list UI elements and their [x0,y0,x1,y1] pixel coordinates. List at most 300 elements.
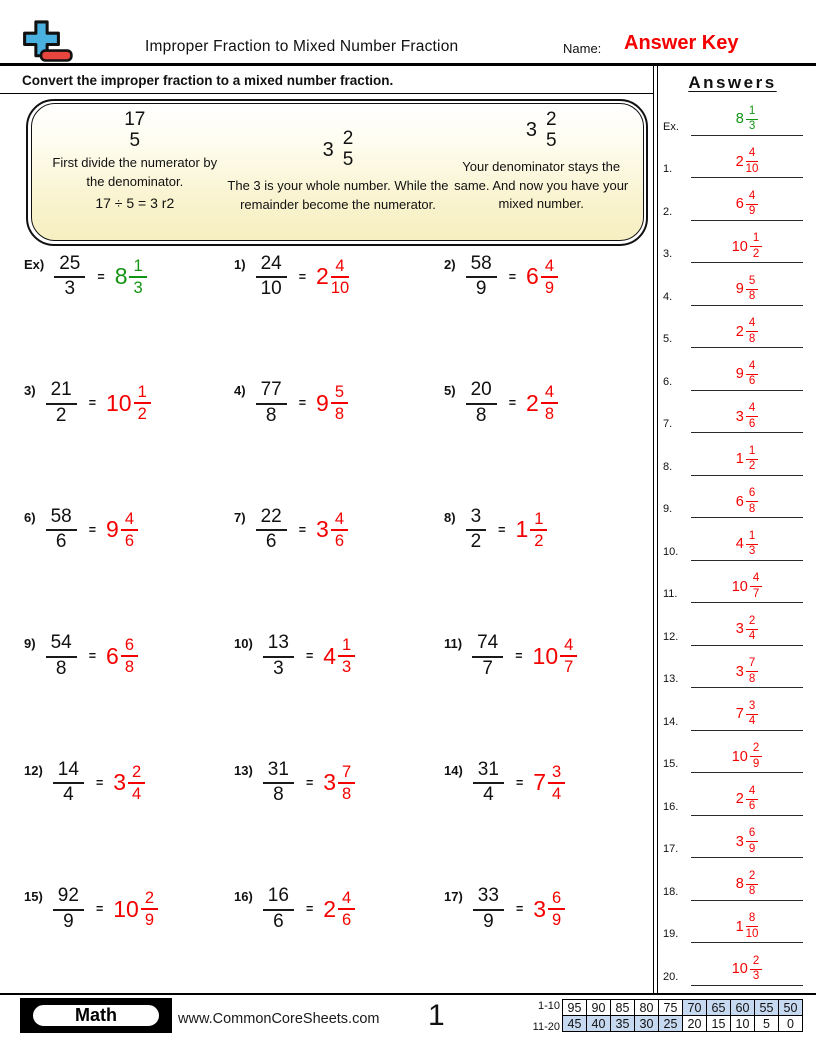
answer-fraction-denominator: 3 [342,658,352,677]
answer-value [736,445,758,474]
answer-fraction-numerator: 4 [541,383,558,404]
answer-value-denominator: 10 [745,162,759,175]
answer-value-denominator: 4 [748,630,756,643]
answer-whole-number: 4 [323,642,337,669]
fraction-denominator: 9 [63,910,74,932]
fraction-denominator: 3 [273,657,284,679]
problem-item [444,760,639,887]
problem-fraction [263,760,294,806]
answer-row-label: 4. [663,290,673,303]
example-step-denominator-text: Your denominator stays the same. And now you have your mixed number. [454,158,629,212]
example-improper-fraction [124,110,145,152]
answer-blank-line [691,445,803,476]
problem-item [234,507,444,634]
answer-value [736,190,758,219]
instruction-text: Convert the improper fraction to a mixed number fraction. [0,70,653,94]
answer-fraction-denominator: 9 [552,911,562,930]
answer-blank-line [691,785,803,816]
answer-blank-line [691,700,803,731]
problem-fraction [263,886,294,932]
answer-value-numerator: 2 [750,742,762,757]
answer-blank-line [691,955,803,986]
problem-number: 10) [234,636,253,651]
problem-item [234,760,444,887]
answer-fraction-numerator: 1 [530,510,547,531]
answer-mixed-number [526,383,558,423]
answer-blank-line [691,572,803,603]
problem-number: 1) [234,256,246,272]
score-cell: 65 [706,999,731,1016]
answer-value-numerator: 4 [746,147,758,162]
answer-row [659,858,816,901]
answer-value-whole: 6 [735,493,744,510]
problem-fraction [46,507,77,553]
problem-number: 13) [234,762,253,778]
answer-value-fraction [746,912,759,941]
answer-whole-number: 10 [113,895,139,922]
answer-value-whole: 3 [735,408,744,425]
answer-value-fraction [746,870,758,899]
problem-fraction [473,760,504,806]
answer-value-denominator: 8 [748,332,756,345]
answer-row-label: Ex. [663,120,679,133]
answer-whole-number: 2 [323,895,337,922]
answers-panel [659,66,816,993]
answer-value-whole: 10 [731,748,748,765]
score-cell: 45 [562,1015,587,1032]
score-cell: 0 [778,1015,803,1032]
example-step-whole-number [226,110,450,234]
answer-mixed-number [533,763,565,803]
score-table-row-2 [563,1015,803,1032]
answer-value-fraction [746,785,758,814]
name-label: Name: [563,41,602,56]
equals-sign: = [88,649,97,663]
score-table-row-1 [563,999,803,1016]
answer-value [736,827,758,856]
score-cell: 30 [634,1015,659,1032]
problem-fraction [54,254,85,300]
answer-row-label: 5. [663,333,673,345]
equals-sign: = [305,649,314,663]
answer-value-numerator: 6 [746,827,758,842]
score-range-label-11-20: 11-20 [532,1021,560,1033]
answer-value-fraction [750,955,762,984]
problem-number: 6) [24,509,36,525]
answer-row-label: 18. [663,885,679,898]
answer-row [659,646,816,689]
fraction-numerator: 74 [472,633,503,658]
answer-value-whole: 2 [735,153,744,170]
problem-number: 11) [444,636,463,651]
equals-sign: = [298,522,307,537]
answer-row [659,518,816,561]
problem-number: Ex) [24,256,45,272]
answer-row-label: 8. [663,460,673,473]
problem-number: 4) [234,383,246,398]
answer-value-denominator: 8 [748,502,756,515]
equals-sign: = [88,396,97,410]
answer-value-whole: 3 [735,621,744,638]
answer-fraction-denominator: 9 [144,911,155,930]
answer-value [736,870,758,899]
answer-value-numerator: 4 [746,317,758,332]
answer-value-denominator: 4 [748,715,756,728]
answer-fraction [331,383,348,423]
answer-row [659,943,816,986]
answer-value-whole: 8 [735,876,744,893]
subject-label: Math [31,1003,161,1028]
score-cell: 60 [730,999,755,1016]
equals-sign: = [515,649,523,663]
problem-fraction [466,507,487,553]
answer-fraction-denominator: 6 [342,911,352,930]
answer-blank-line [691,275,803,306]
answer-whole-number: 6 [526,263,539,290]
score-table [563,999,803,1032]
answer-value-fraction [750,232,762,261]
answer-fraction [128,763,145,803]
answer-value [732,955,763,984]
answer-whole-number: 2 [316,263,329,290]
answer-value-fraction [746,190,758,219]
answer-row-label: 1. [663,163,673,175]
answer-value-whole: 8 [735,111,744,128]
answer-row [659,93,816,136]
answer-row [659,476,816,519]
problem-fraction [263,633,294,679]
answer-whole-number: 10 [532,642,559,669]
fraction-denominator: 4 [63,784,74,806]
answer-fraction-denominator: 6 [334,531,344,550]
answer-fraction [530,510,547,550]
answer-row [659,348,816,391]
fraction-numerator: 20 [466,380,497,405]
answer-row [659,561,816,604]
answer-value-denominator: 6 [748,417,756,430]
answer-mixed-number [316,510,348,550]
answer-value [736,785,758,814]
problem-number: 17) [444,889,463,904]
answer-fraction-denominator: 10 [330,278,350,297]
answer-value [736,615,758,644]
answer-mixed-number [316,383,348,423]
answer-value-whole: 9 [735,281,744,298]
answer-fraction [134,383,151,423]
score-cell: 75 [658,999,683,1016]
fraction-numerator: 54 [46,633,77,658]
answer-value-denominator: 6 [748,375,756,388]
answer-fraction-numerator: 4 [338,889,355,910]
problems-grid [24,254,653,1013]
answer-whole-number: 9 [106,516,119,543]
answer-blank-line [691,105,803,136]
answer-value-whole: 6 [735,196,744,213]
answer-fraction-numerator: 6 [548,889,565,910]
answer-row [659,816,816,859]
answer-blank-line [691,487,803,518]
answer-value [736,147,759,176]
answer-fraction-numerator: 1 [134,383,151,404]
problem-fraction [46,633,77,679]
answer-row-label: 14. [663,715,679,728]
answer-value-fraction [746,402,758,431]
answer-row [659,221,816,264]
answer-row-label: 3. [663,248,673,260]
example-remainder-fraction [343,129,354,171]
commoncoresheets-plus-minus-logo-icon [22,16,74,71]
answer-value-denominator: 6 [748,800,756,813]
score-cell: 70 [682,999,707,1016]
answer-value-denominator: 9 [748,842,756,855]
answer-fraction-numerator: 1 [338,636,355,657]
answer-fraction-denominator: 9 [544,278,554,297]
example-numerator: 17 [124,109,146,130]
answer-whole-number: 10 [106,389,132,416]
answer-value-denominator: 9 [752,757,760,770]
answer-fraction [541,383,558,423]
fraction-numerator: 3 [466,507,487,532]
answer-whole-number: 2 [526,389,539,416]
fraction-denominator: 6 [55,531,67,553]
answer-value-numerator: 1 [750,232,762,247]
score-cell: 40 [586,1015,611,1032]
answer-value-fraction [746,657,758,686]
example-box-inner [31,103,644,241]
answer-whole-number: 1 [515,516,529,543]
answer-row-label: 11. [663,588,678,600]
answer-fraction-numerator: 5 [331,383,348,404]
equals-sign: = [95,775,104,790]
fraction-denominator: 2 [470,531,482,553]
problem-item [24,380,234,507]
answer-mixed-number [115,257,147,297]
fraction-denominator: 8 [55,657,67,679]
answer-value-fraction [746,275,758,304]
score-cell: 25 [658,1015,683,1032]
answer-whole-number: 3 [533,895,547,922]
fraction-numerator: 21 [46,380,77,405]
answer-fraction-denominator: 2 [137,405,147,424]
answer-row-label: 6. [663,375,673,388]
answer-value-numerator: 2 [750,955,762,970]
answer-fraction [548,763,565,803]
answer-fraction [548,889,565,929]
problems-column [0,70,653,993]
answer-value [732,742,763,771]
answer-value-fraction [746,530,758,559]
example-mixed-number-final [526,110,557,152]
answer-mixed-number [106,383,151,423]
answer-row-label: 17. [663,843,679,855]
answer-value-fraction [746,445,758,474]
fraction-numerator: 24 [256,254,287,279]
score-range-label-1-10: 1-10 [537,1000,560,1012]
problem-item [234,254,444,381]
problem-number: 16) [234,889,253,904]
footer [0,993,816,1056]
answer-value-numerator: 8 [746,912,758,927]
column-separator [653,66,658,993]
answer-fraction-denominator: 6 [124,531,134,550]
answer-whole-number: 7 [533,769,547,796]
answer-value-fraction [746,487,758,516]
answer-value-denominator: 10 [745,927,759,940]
example-frac-den: 5 [342,149,354,171]
answer-value-numerator: 1 [746,105,758,120]
answer-row [659,688,816,731]
answer-fraction [331,510,348,550]
problem-number: 15) [24,889,43,904]
fraction-numerator: 14 [53,760,84,785]
answer-value-denominator: 8 [748,290,756,303]
answer-value-whole: 3 [735,663,744,680]
answer-row-label: 12. [663,630,679,643]
answer-value [736,317,758,346]
answer-value-numerator: 4 [746,190,758,205]
answer-value [736,700,758,729]
answer-value-fraction [746,827,758,856]
equals-sign: = [95,902,104,916]
equals-sign: = [305,902,314,916]
answer-blank-line [691,615,803,646]
answer-fraction-denominator: 7 [564,658,574,677]
answer-value-fraction [746,317,758,346]
answer-value-numerator: 4 [746,402,758,417]
answer-fraction-denominator: 8 [124,658,134,677]
answer-row-label: 19. [663,928,679,940]
answers-list [659,93,816,986]
answer-value-numerator: 1 [746,530,758,545]
answer-row-label: 7. [663,418,673,430]
answer-fraction-denominator: 4 [132,784,142,803]
answer-fraction-denominator: 3 [133,278,143,297]
fraction-denominator: 8 [273,784,284,806]
answer-fraction-numerator: 2 [141,889,158,910]
answer-fraction [541,257,558,297]
answer-whole-number: 8 [114,263,128,290]
example-division-formula: 17 ÷ 5 = 3 r2 [95,195,175,212]
problem-item [24,633,234,760]
answer-row-label: 16. [663,800,679,813]
answer-value-denominator: 3 [748,120,756,133]
answer-fraction [338,763,355,803]
problem-item [444,633,639,760]
answer-fraction [121,510,138,550]
score-cell: 5 [754,1015,779,1032]
answer-blank-line [691,657,803,688]
answer-fraction [331,257,349,297]
answer-value [736,360,758,389]
answer-value-fraction [750,742,762,771]
answer-value-numerator: 2 [746,870,758,885]
problem-fraction [256,507,287,553]
answer-value-whole: 1 [735,918,744,935]
example-denominator: 5 [129,129,141,151]
answer-value [736,530,758,559]
problem-fraction [53,886,84,932]
equals-sign: = [515,775,524,790]
answer-value-whole: 10 [731,961,748,978]
answer-value-fraction [746,105,758,134]
answer-value [732,572,763,601]
fraction-denominator: 9 [483,910,494,932]
answer-value-numerator: 5 [746,275,758,290]
answer-blank-line [691,402,803,433]
answer-blank-line [691,360,803,391]
problem-item [234,633,444,760]
score-cell: 95 [562,999,587,1016]
score-cell: 80 [634,999,659,1016]
answer-value-denominator: 7 [752,587,760,600]
example-mixed-number [323,129,354,171]
problem-number: 5) [444,383,456,398]
problem-fraction [473,886,504,932]
problem-item [24,507,234,634]
equals-sign: = [97,269,105,284]
score-cell: 35 [610,1015,635,1032]
answer-fraction-denominator: 8 [334,405,344,424]
fraction-denominator: 6 [265,531,277,553]
answer-value-whole: 9 [735,366,744,383]
example-step-whole-text: The 3 is your whole number. While the remainder become the numerator. [227,178,449,212]
score-cell: 20 [682,1015,707,1032]
header [0,0,816,66]
answer-value [732,232,763,261]
answer-fraction-denominator: 2 [534,531,544,550]
answer-value-denominator: 2 [748,460,756,473]
answer-whole-number: 3 [113,769,127,796]
problem-item [24,254,234,381]
answer-value-numerator: 1 [746,445,758,460]
fraction-numerator: 31 [263,760,294,785]
answer-whole-number: 3 [316,516,329,543]
problem-fraction [466,254,497,300]
answer-fraction-denominator: 4 [552,784,562,803]
answer-fraction-numerator: 6 [121,636,138,657]
answer-blank-line [691,530,803,561]
answer-value [736,402,758,431]
fraction-numerator: 22 [256,507,287,532]
answer-mixed-number [515,510,547,550]
answer-value [736,657,758,686]
answer-row [659,306,816,349]
answer-value-whole: 1 [735,451,744,468]
answer-row [659,263,816,306]
answer-row-label: 15. [663,758,679,770]
equals-sign: = [298,396,307,410]
answer-fraction [338,889,355,929]
answer-value-whole: 7 [735,706,744,723]
answer-value-denominator: 3 [752,970,760,983]
answer-value-fraction [750,572,762,601]
answer-mixed-number [323,763,355,803]
answer-value-fraction [746,700,758,729]
example-step-denominator [450,110,633,234]
example-step-divide [44,110,227,234]
answer-row [659,391,816,434]
answer-mixed-number [533,636,578,676]
answer-value-whole: 2 [735,323,744,340]
answer-whole-number: 3 [323,769,337,796]
answer-fraction-numerator: 4 [541,257,558,278]
answer-row [659,603,816,646]
subject-badge [20,998,172,1033]
website-text: www.CommonCoreSheets.com [178,1011,380,1027]
answer-mixed-number [323,636,355,676]
answer-mixed-number [113,889,158,929]
problem-item [444,254,639,381]
